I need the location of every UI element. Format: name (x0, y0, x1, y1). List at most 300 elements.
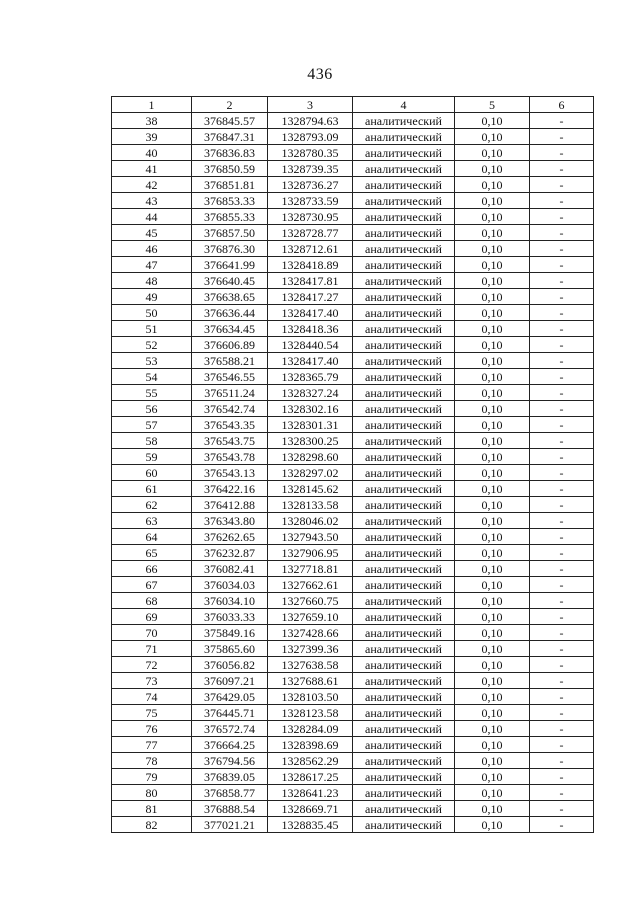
table-row (112, 369, 594, 385)
method-cell: аналитический (353, 465, 455, 481)
method-cell: аналитический (353, 737, 455, 753)
accuracy-cell: 0,10 (455, 193, 530, 209)
x-coordinate-cell: 376641.99 (192, 257, 268, 273)
accuracy-cell: 0,10 (455, 689, 530, 705)
header-col-6: 6 (530, 97, 594, 113)
y-coordinate-cell: 1327906.95 (268, 545, 353, 561)
x-coordinate-cell: 376853.33 (192, 193, 268, 209)
x-coordinate-cell: 376857.50 (192, 225, 268, 241)
point-number-cell: 73 (112, 673, 192, 689)
header-row (112, 97, 594, 113)
accuracy-cell: 0,10 (455, 449, 530, 465)
y-coordinate-cell: 1328418.36 (268, 321, 353, 337)
y-coordinate-cell: 1328780.35 (268, 145, 353, 161)
method-cell: аналитический (353, 289, 455, 305)
note-cell: - (530, 177, 594, 193)
point-number-cell: 46 (112, 241, 192, 257)
note-cell: - (530, 225, 594, 241)
table-row (112, 273, 594, 289)
point-number-cell: 76 (112, 721, 192, 737)
point-number-cell: 48 (112, 273, 192, 289)
method-cell: аналитический (353, 625, 455, 641)
y-coordinate-cell: 1328284.09 (268, 721, 353, 737)
y-coordinate-cell: 1328417.40 (268, 305, 353, 321)
y-coordinate-cell: 1328562.29 (268, 753, 353, 769)
accuracy-cell: 0,10 (455, 817, 530, 833)
note-cell: - (530, 241, 594, 257)
method-cell: аналитический (353, 769, 455, 785)
table-row (112, 641, 594, 657)
table-row (112, 785, 594, 801)
y-coordinate-cell: 1328728.77 (268, 225, 353, 241)
y-coordinate-cell: 1328417.27 (268, 289, 353, 305)
note-cell: - (530, 273, 594, 289)
x-coordinate-cell: 376262.65 (192, 529, 268, 545)
y-coordinate-cell: 1327688.61 (268, 673, 353, 689)
table-row (112, 433, 594, 449)
note-cell: - (530, 801, 594, 817)
table-row (112, 737, 594, 753)
y-coordinate-cell: 1328300.25 (268, 433, 353, 449)
note-cell: - (530, 193, 594, 209)
table-row (112, 817, 594, 833)
accuracy-cell: 0,10 (455, 641, 530, 657)
table-row (112, 129, 594, 145)
header-col-2: 2 (192, 97, 268, 113)
point-number-cell: 38 (112, 113, 192, 129)
y-coordinate-cell: 1328365.79 (268, 369, 353, 385)
point-number-cell: 42 (112, 177, 192, 193)
accuracy-cell: 0,10 (455, 785, 530, 801)
table-row (112, 753, 594, 769)
x-coordinate-cell: 376634.45 (192, 321, 268, 337)
method-cell: аналитический (353, 593, 455, 609)
accuracy-cell: 0,10 (455, 353, 530, 369)
y-coordinate-cell: 1328617.25 (268, 769, 353, 785)
y-coordinate-cell: 1328736.27 (268, 177, 353, 193)
note-cell: - (530, 481, 594, 497)
method-cell: аналитический (353, 209, 455, 225)
table-row (112, 305, 594, 321)
point-number-cell: 65 (112, 545, 192, 561)
point-number-cell: 60 (112, 465, 192, 481)
x-coordinate-cell: 376082.41 (192, 561, 268, 577)
accuracy-cell: 0,10 (455, 129, 530, 145)
accuracy-cell: 0,10 (455, 257, 530, 273)
x-coordinate-cell: 376034.10 (192, 593, 268, 609)
accuracy-cell: 0,10 (455, 385, 530, 401)
method-cell: аналитический (353, 689, 455, 705)
y-coordinate-cell: 1327943.50 (268, 529, 353, 545)
y-coordinate-cell: 1328730.95 (268, 209, 353, 225)
point-number-cell: 58 (112, 433, 192, 449)
accuracy-cell: 0,10 (455, 145, 530, 161)
point-number-cell: 54 (112, 369, 192, 385)
y-coordinate-cell: 1328739.35 (268, 161, 353, 177)
note-cell: - (530, 257, 594, 273)
note-cell: - (530, 497, 594, 513)
y-coordinate-cell: 1328327.24 (268, 385, 353, 401)
accuracy-cell: 0,10 (455, 465, 530, 481)
point-number-cell: 74 (112, 689, 192, 705)
table-row (112, 401, 594, 417)
x-coordinate-cell: 376851.81 (192, 177, 268, 193)
point-number-cell: 53 (112, 353, 192, 369)
note-cell: - (530, 737, 594, 753)
method-cell: аналитический (353, 641, 455, 657)
note-cell: - (530, 417, 594, 433)
x-coordinate-cell: 376543.75 (192, 433, 268, 449)
table-row (112, 561, 594, 577)
accuracy-cell: 0,10 (455, 593, 530, 609)
accuracy-cell: 0,10 (455, 801, 530, 817)
point-number-cell: 41 (112, 161, 192, 177)
method-cell: аналитический (353, 673, 455, 689)
table-row (112, 705, 594, 721)
accuracy-cell: 0,10 (455, 273, 530, 289)
accuracy-cell: 0,10 (455, 769, 530, 785)
x-coordinate-cell: 376232.87 (192, 545, 268, 561)
x-coordinate-cell: 376543.35 (192, 417, 268, 433)
accuracy-cell: 0,10 (455, 481, 530, 497)
y-coordinate-cell: 1328297.02 (268, 465, 353, 481)
method-cell: аналитический (353, 385, 455, 401)
x-coordinate-cell: 376412.88 (192, 497, 268, 513)
y-coordinate-cell: 1328046.02 (268, 513, 353, 529)
x-coordinate-cell: 376429.05 (192, 689, 268, 705)
note-cell: - (530, 209, 594, 225)
x-coordinate-cell: 376445.71 (192, 705, 268, 721)
method-cell: аналитический (353, 753, 455, 769)
point-number-cell: 70 (112, 625, 192, 641)
note-cell: - (530, 113, 594, 129)
method-cell: аналитический (353, 401, 455, 417)
accuracy-cell: 0,10 (455, 401, 530, 417)
point-number-cell: 52 (112, 337, 192, 353)
method-cell: аналитический (353, 369, 455, 385)
accuracy-cell: 0,10 (455, 161, 530, 177)
y-coordinate-cell: 1328835.45 (268, 817, 353, 833)
note-cell: - (530, 369, 594, 385)
point-number-cell: 68 (112, 593, 192, 609)
method-cell: аналитический (353, 529, 455, 545)
table-row (112, 593, 594, 609)
note-cell: - (530, 785, 594, 801)
accuracy-cell: 0,10 (455, 657, 530, 673)
point-number-cell: 75 (112, 705, 192, 721)
method-cell: аналитический (353, 353, 455, 369)
accuracy-cell: 0,10 (455, 497, 530, 513)
point-number-cell: 44 (112, 209, 192, 225)
point-number-cell: 72 (112, 657, 192, 673)
x-coordinate-cell: 376034.03 (192, 577, 268, 593)
method-cell: аналитический (353, 161, 455, 177)
table-row (112, 289, 594, 305)
x-coordinate-cell: 376606.89 (192, 337, 268, 353)
table-row (112, 545, 594, 561)
method-cell: аналитический (353, 705, 455, 721)
y-coordinate-cell: 1328302.16 (268, 401, 353, 417)
y-coordinate-cell: 1327662.61 (268, 577, 353, 593)
y-coordinate-cell: 1328733.59 (268, 193, 353, 209)
note-cell: - (530, 321, 594, 337)
accuracy-cell: 0,10 (455, 209, 530, 225)
note-cell: - (530, 145, 594, 161)
accuracy-cell: 0,10 (455, 545, 530, 561)
point-number-cell: 69 (112, 609, 192, 625)
x-coordinate-cell: 376056.82 (192, 657, 268, 673)
note-cell: - (530, 305, 594, 321)
point-number-cell: 49 (112, 289, 192, 305)
y-coordinate-cell: 1327718.81 (268, 561, 353, 577)
point-number-cell: 51 (112, 321, 192, 337)
y-coordinate-cell: 1328133.58 (268, 497, 353, 513)
accuracy-cell: 0,10 (455, 577, 530, 593)
y-coordinate-cell: 1328669.71 (268, 801, 353, 817)
accuracy-cell: 0,10 (455, 753, 530, 769)
x-coordinate-cell: 375865.60 (192, 641, 268, 657)
note-cell: - (530, 625, 594, 641)
accuracy-cell: 0,10 (455, 289, 530, 305)
method-cell: аналитический (353, 337, 455, 353)
x-coordinate-cell: 377021.21 (192, 817, 268, 833)
coordinates-table (111, 96, 594, 833)
table-row (112, 449, 594, 465)
method-cell: аналитический (353, 433, 455, 449)
x-coordinate-cell: 376845.57 (192, 113, 268, 129)
note-cell: - (530, 385, 594, 401)
x-coordinate-cell: 376343.80 (192, 513, 268, 529)
point-number-cell: 57 (112, 417, 192, 433)
x-coordinate-cell: 376839.05 (192, 769, 268, 785)
method-cell: аналитический (353, 785, 455, 801)
point-number-cell: 80 (112, 785, 192, 801)
x-coordinate-cell: 376847.31 (192, 129, 268, 145)
accuracy-cell: 0,10 (455, 417, 530, 433)
y-coordinate-cell: 1328417.81 (268, 273, 353, 289)
point-number-cell: 55 (112, 385, 192, 401)
table-row (112, 689, 594, 705)
header-col-3: 3 (268, 97, 353, 113)
note-cell: - (530, 529, 594, 545)
point-number-cell: 61 (112, 481, 192, 497)
header-col-4: 4 (353, 97, 455, 113)
method-cell: аналитический (353, 577, 455, 593)
table-row (112, 529, 594, 545)
method-cell: аналитический (353, 817, 455, 833)
note-cell: - (530, 449, 594, 465)
y-coordinate-cell: 1328103.50 (268, 689, 353, 705)
note-cell: - (530, 289, 594, 305)
note-cell: - (530, 673, 594, 689)
table-row (112, 193, 594, 209)
accuracy-cell: 0,10 (455, 737, 530, 753)
method-cell: аналитический (353, 273, 455, 289)
accuracy-cell: 0,10 (455, 673, 530, 689)
y-coordinate-cell: 1327638.58 (268, 657, 353, 673)
point-number-cell: 78 (112, 753, 192, 769)
accuracy-cell: 0,10 (455, 561, 530, 577)
y-coordinate-cell: 1327660.75 (268, 593, 353, 609)
note-cell: - (530, 641, 594, 657)
method-cell: аналитический (353, 417, 455, 433)
method-cell: аналитический (353, 721, 455, 737)
note-cell: - (530, 753, 594, 769)
method-cell: аналитический (353, 257, 455, 273)
table-row (112, 769, 594, 785)
method-cell: аналитический (353, 561, 455, 577)
method-cell: аналитический (353, 545, 455, 561)
table-row (112, 241, 594, 257)
table-row (112, 177, 594, 193)
table-body (112, 113, 594, 833)
point-number-cell: 82 (112, 817, 192, 833)
table-row (112, 145, 594, 161)
accuracy-cell: 0,10 (455, 177, 530, 193)
table-row (112, 353, 594, 369)
point-number-cell: 43 (112, 193, 192, 209)
x-coordinate-cell: 376572.74 (192, 721, 268, 737)
note-cell: - (530, 353, 594, 369)
point-number-cell: 79 (112, 769, 192, 785)
method-cell: аналитический (353, 177, 455, 193)
accuracy-cell: 0,10 (455, 433, 530, 449)
point-number-cell: 50 (112, 305, 192, 321)
note-cell: - (530, 657, 594, 673)
page-number: 436 (307, 66, 333, 83)
accuracy-cell: 0,10 (455, 513, 530, 529)
table-row (112, 209, 594, 225)
table-row (112, 481, 594, 497)
method-cell: аналитический (353, 305, 455, 321)
point-number-cell: 81 (112, 801, 192, 817)
x-coordinate-cell: 376855.33 (192, 209, 268, 225)
table-row (112, 225, 594, 241)
x-coordinate-cell: 376888.54 (192, 801, 268, 817)
point-number-cell: 66 (112, 561, 192, 577)
point-number-cell: 40 (112, 145, 192, 161)
point-number-cell: 71 (112, 641, 192, 657)
x-coordinate-cell: 376033.33 (192, 609, 268, 625)
x-coordinate-cell: 376588.21 (192, 353, 268, 369)
note-cell: - (530, 465, 594, 481)
point-number-cell: 62 (112, 497, 192, 513)
note-cell: - (530, 561, 594, 577)
x-coordinate-cell: 376836.83 (192, 145, 268, 161)
accuracy-cell: 0,10 (455, 337, 530, 353)
note-cell: - (530, 401, 594, 417)
method-cell: аналитический (353, 609, 455, 625)
method-cell: аналитический (353, 193, 455, 209)
method-cell: аналитический (353, 129, 455, 145)
point-number-cell: 59 (112, 449, 192, 465)
accuracy-cell: 0,10 (455, 321, 530, 337)
note-cell: - (530, 817, 594, 833)
accuracy-cell: 0,10 (455, 609, 530, 625)
table-row (112, 337, 594, 353)
y-coordinate-cell: 1328712.61 (268, 241, 353, 257)
x-coordinate-cell: 375849.16 (192, 625, 268, 641)
method-cell: аналитический (353, 225, 455, 241)
header-col-5: 5 (455, 97, 530, 113)
x-coordinate-cell: 376097.21 (192, 673, 268, 689)
method-cell: аналитический (353, 241, 455, 257)
method-cell: аналитический (353, 801, 455, 817)
y-coordinate-cell: 1328793.09 (268, 129, 353, 145)
header-col-1: 1 (112, 97, 192, 113)
table-row (112, 673, 594, 689)
point-number-cell: 67 (112, 577, 192, 593)
y-coordinate-cell: 1328440.54 (268, 337, 353, 353)
y-coordinate-cell: 1328298.60 (268, 449, 353, 465)
point-number-cell: 47 (112, 257, 192, 273)
accuracy-cell: 0,10 (455, 241, 530, 257)
x-coordinate-cell: 376543.13 (192, 465, 268, 481)
table-row (112, 513, 594, 529)
y-coordinate-cell: 1328418.89 (268, 257, 353, 273)
table-row (112, 385, 594, 401)
method-cell: аналитический (353, 321, 455, 337)
accuracy-cell: 0,10 (455, 705, 530, 721)
table-row (112, 257, 594, 273)
x-coordinate-cell: 376511.24 (192, 385, 268, 401)
y-coordinate-cell: 1327399.36 (268, 641, 353, 657)
x-coordinate-cell: 376640.45 (192, 273, 268, 289)
accuracy-cell: 0,10 (455, 113, 530, 129)
x-coordinate-cell: 376422.16 (192, 481, 268, 497)
accuracy-cell: 0,10 (455, 369, 530, 385)
table-row (112, 497, 594, 513)
note-cell: - (530, 545, 594, 561)
x-coordinate-cell: 376664.25 (192, 737, 268, 753)
x-coordinate-cell: 376543.78 (192, 449, 268, 465)
note-cell: - (530, 721, 594, 737)
table-row (112, 577, 594, 593)
table-row (112, 609, 594, 625)
y-coordinate-cell: 1327659.10 (268, 609, 353, 625)
point-number-cell: 45 (112, 225, 192, 241)
table-row (112, 657, 594, 673)
accuracy-cell: 0,10 (455, 721, 530, 737)
x-coordinate-cell: 376638.65 (192, 289, 268, 305)
y-coordinate-cell: 1328398.69 (268, 737, 353, 753)
y-coordinate-cell: 1328123.58 (268, 705, 353, 721)
note-cell: - (530, 609, 594, 625)
note-cell: - (530, 337, 594, 353)
table-row (112, 161, 594, 177)
note-cell: - (530, 129, 594, 145)
table-row (112, 465, 594, 481)
x-coordinate-cell: 376546.55 (192, 369, 268, 385)
table-row (112, 417, 594, 433)
accuracy-cell: 0,10 (455, 225, 530, 241)
note-cell: - (530, 593, 594, 609)
y-coordinate-cell: 1328145.62 (268, 481, 353, 497)
y-coordinate-cell: 1328301.31 (268, 417, 353, 433)
x-coordinate-cell: 376850.59 (192, 161, 268, 177)
table-row (112, 721, 594, 737)
method-cell: аналитический (353, 657, 455, 673)
note-cell: - (530, 433, 594, 449)
point-number-cell: 39 (112, 129, 192, 145)
method-cell: аналитический (353, 113, 455, 129)
note-cell: - (530, 577, 594, 593)
point-number-cell: 63 (112, 513, 192, 529)
accuracy-cell: 0,10 (455, 305, 530, 321)
method-cell: аналитический (353, 449, 455, 465)
method-cell: аналитический (353, 513, 455, 529)
method-cell: аналитический (353, 145, 455, 161)
